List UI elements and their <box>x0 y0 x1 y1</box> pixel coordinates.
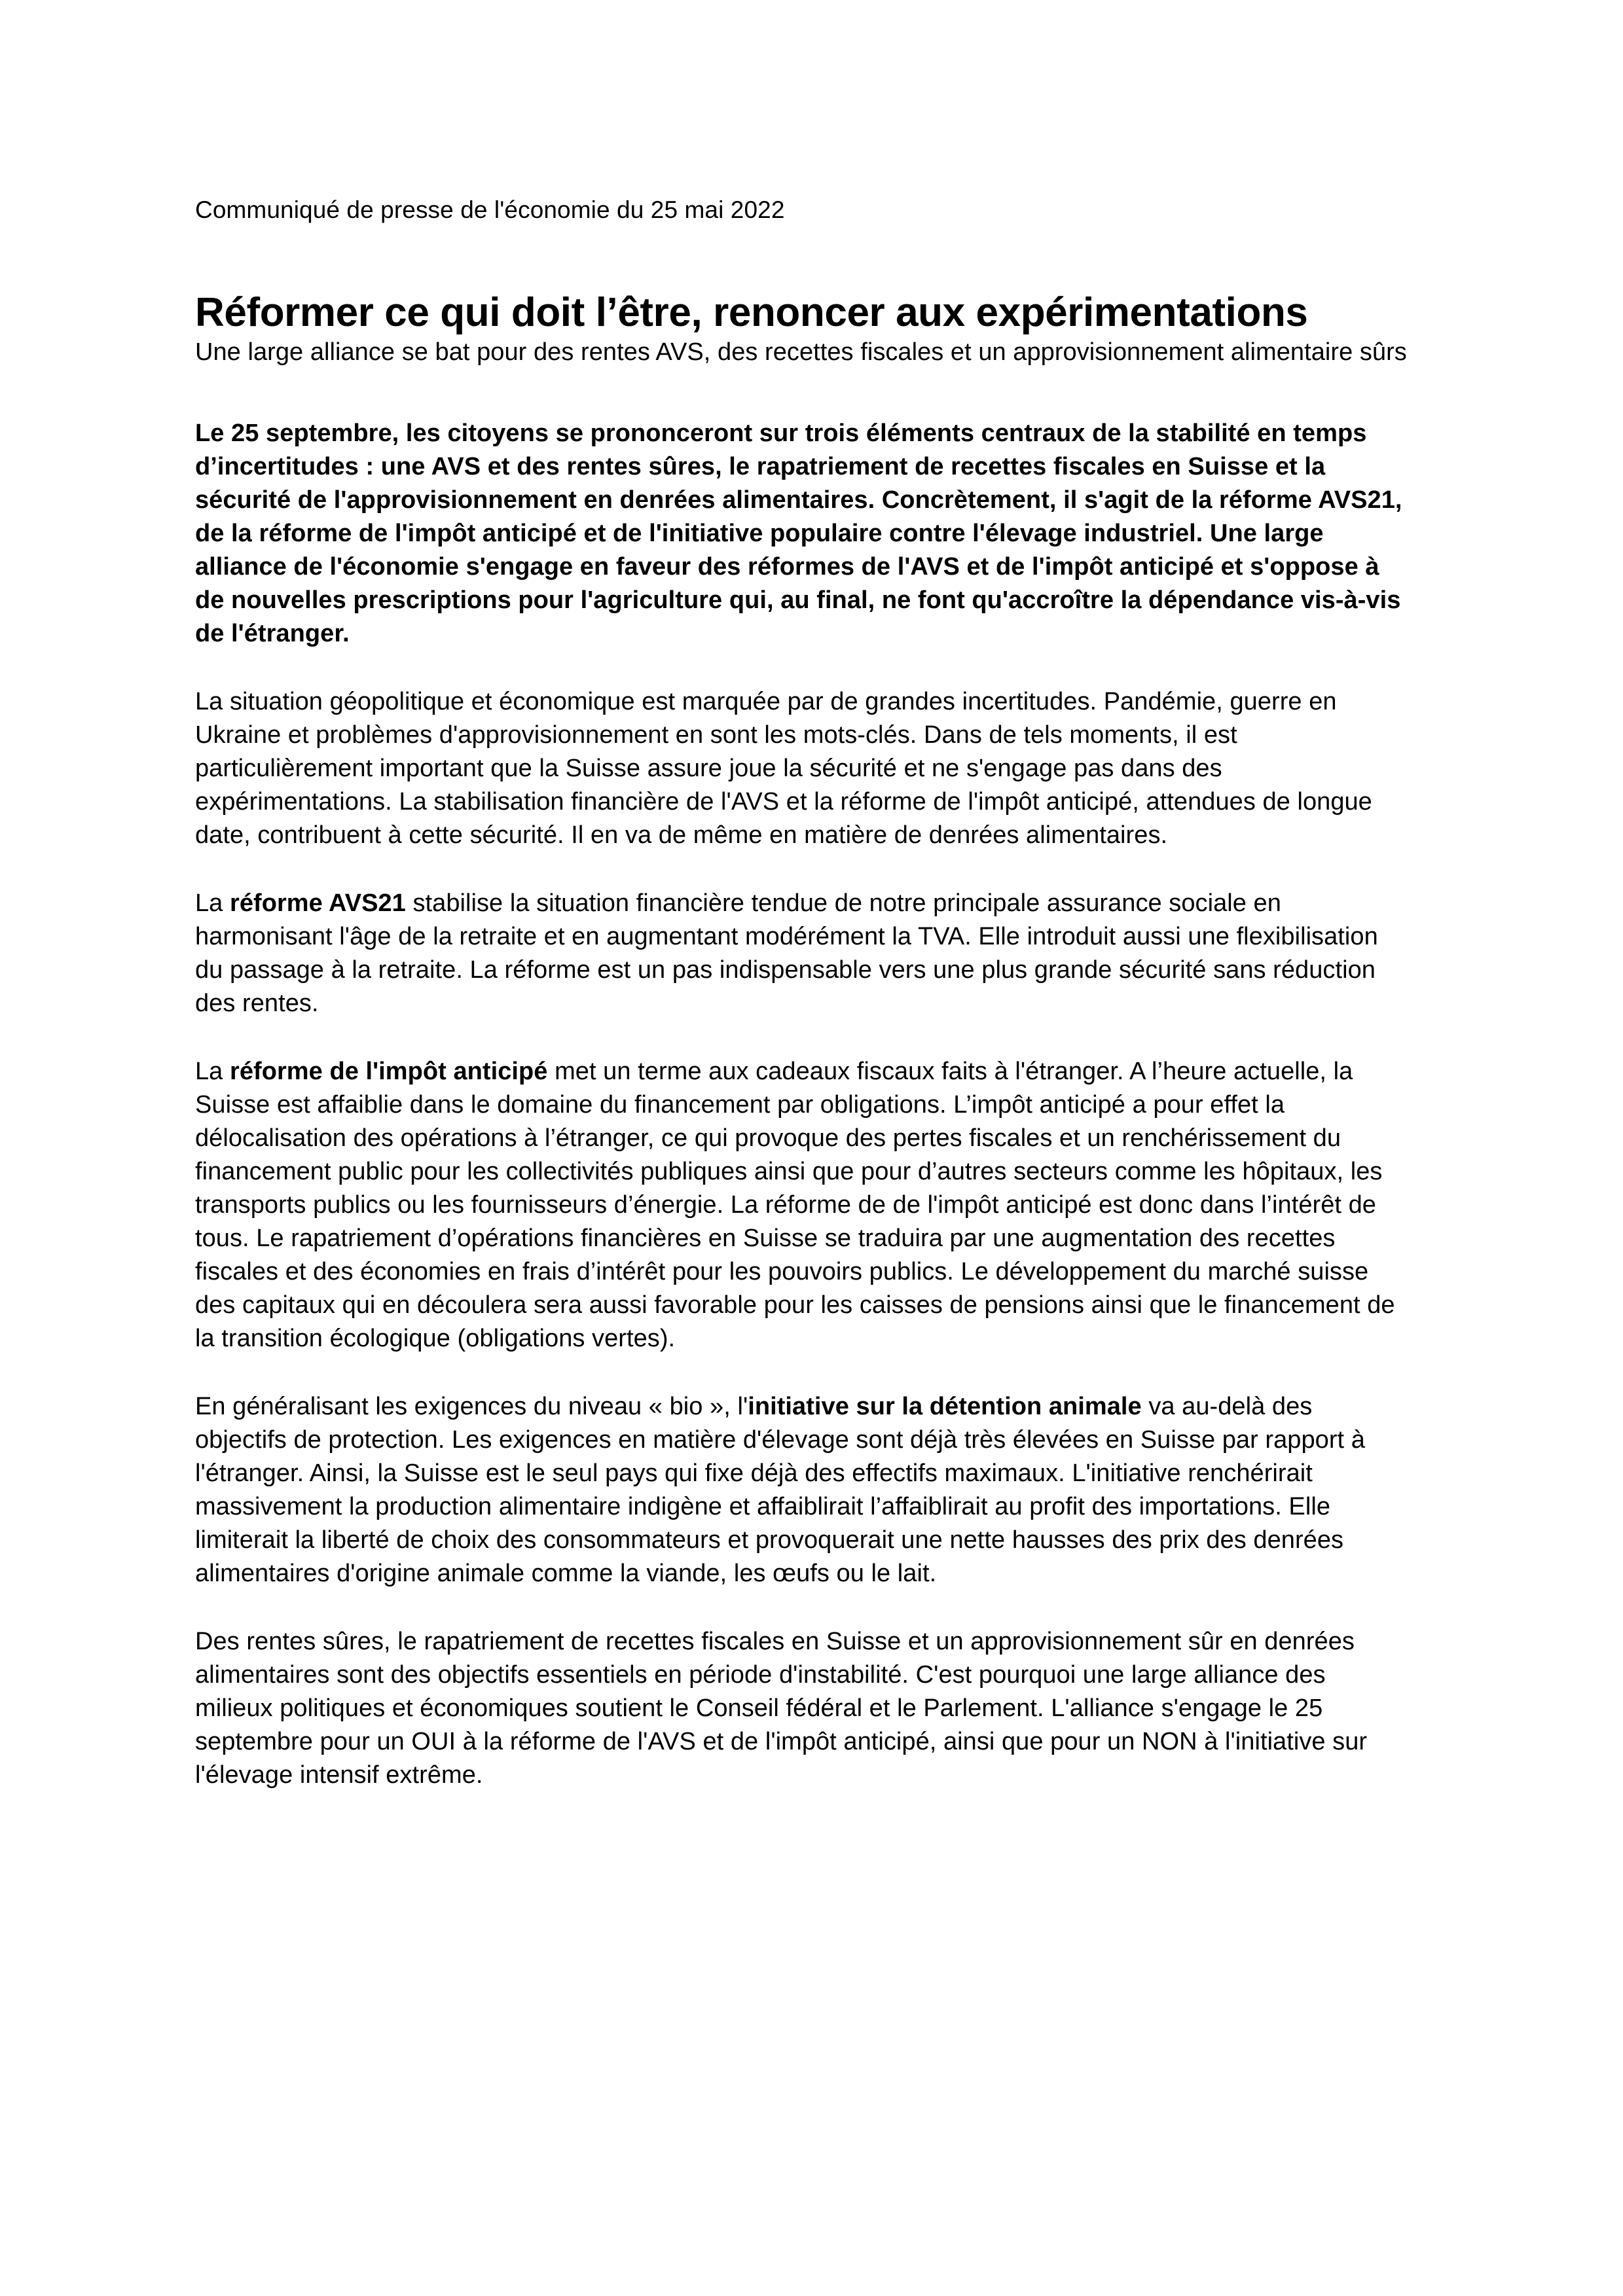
paragraph-text: stabilise la situation financière tendue de notre principale assurance sociale en harmonisant l'âge de la retraite et en augmentant modérément la TVA. Elle introduit aussi une flexibilisation du passage à la retraite. La réforme est un pas indispensable vers une plus grande sécurité sans réduction des rentes. <box>195 889 1378 1017</box>
title-block <box>195 291 1410 367</box>
body-paragraphs <box>195 685 1410 1792</box>
document-content <box>195 195 1410 1792</box>
emphasis-text: initiative sur la détention animale <box>748 1393 1142 1420</box>
paragraph-text: Des rentes sûres, le rapatriement de recettes fiscales en Suisse et un approvisionnement sûr en denrées alimentaires sont des objectifs essentiels en période d'instabilité. C'est pourquoi une large alliance des milieux politiques et économiques soutient le Conseil fédéral et le Parlement. L'alliance s'engage le 25 septembre pour un OUI à la réforme de l'AVS et de l'impôt anticipé, ainsi que pour un NON à l'initiative sur l'élevage intensif extrême. <box>195 1628 1368 1789</box>
paragraph-text: La <box>195 1058 230 1085</box>
dateline: Communiqué de presse de l'économie du 25 mai 2022 <box>195 196 785 223</box>
lead-paragraph: Le 25 septembre, les citoyens se prononceront sur trois éléments centraux de la stabilité en temps d’incertitudes : une AVS et des rentes sûres, le rapatriement de recettes fiscales en Suisse et la sécurité de l'approvisionnement en denrées alimentaires. Concrètement, il s'agit de la réforme AVS21, de la réforme de l'impôt anticipé et de l'initiative populaire contre l'élevage industriel. Une large alliance de l'économie s'engage en faveur des réformes de l'AVS et de l'impôt anticipé et s'oppose à de nouvelles prescriptions pour l'agriculture qui, au final, ne font qu'accroître la dépendance vis-à-vis de l'étranger. <box>195 420 1402 647</box>
paragraph-text: met un terme aux cadeaux fiscaux faits à l'étranger. A l’heure actuelle, la Suisse est affaiblie dans le domaine du financement par obligations. L’impôt anticipé a pour effet la délocalisation des opérations à l’étranger, ce qui provoque des pertes fiscales et un renchérissement du financement public pour les collectivités publiques ainsi que pour d’autres secteurs comme les hôpitaux, les transports publics ou les fournisseurs d’énergie. La réforme de de l'impôt anticipé est donc dans l’intérêt de tous. Le rapatriement d’opérations financières en Suisse se traduira par une augmentation des recettes fiscales et des économies en frais d’intérêt pour les pouvoirs publics. Le développement du marché suisse des capitaux qui en découlera sera aussi favorable pour les caisses de pensions ainsi que le financement de la transition écologique (obligations vertes). <box>195 1058 1395 1352</box>
body-paragraph <box>195 887 1410 1020</box>
emphasis-text: réforme AVS21 <box>229 889 406 917</box>
paragraph-text: La <box>195 889 230 917</box>
body-paragraph <box>195 685 1410 852</box>
paragraph-text: va au-delà des objectifs de protection. Les exigences en matière d'élevage sont déjà très élevées en Suisse par rapport à l'étranger. Ainsi, la Suisse est le seul pays qui fixe déjà des effectifs maximaux. L'initiative renchérirait massivement la production alimentaire indigène et affaiblirait l’affaiblirait au profit des importations. Elle limiterait la liberté de choix des consommateurs et provoquerait une nette hausses des prix des denrées alimentaires d'origine animale comme la viande, les œufs ou le lait. <box>195 1393 1365 1587</box>
body-paragraph <box>195 1390 1410 1590</box>
paragraph-text: La situation géopolitique et économique est marquée par de grandes incertitudes. Pandémie, guerre en Ukraine et problèmes d'approvisionnement en sont les mots-clés. Dans de tels moments, il est particulièrement important que la Suisse assure joue la sécurité et ne s'engage pas dans des expérimentations. La stabilisation financière de l'AVS et la réforme de l'impôt anticipé, attendues de longue date, contribuent à cette sécurité. Il en va de même en matière de denrées alimentaires. <box>195 688 1372 849</box>
page-subtitle: Une large alliance se bat pour des rentes AVS, des recettes fiscales et un approvisionnement alimentaire sûrs <box>195 338 1407 366</box>
body-paragraph <box>195 1625 1410 1792</box>
page-title: Réformer ce qui doit l’être, renoncer aux expérimentations <box>195 290 1308 335</box>
body-paragraph <box>195 1055 1410 1355</box>
paragraph-text: En généralisant les exigences du niveau « bio », l' <box>195 1393 748 1420</box>
emphasis-text: réforme de l'impôt anticipé <box>229 1058 548 1085</box>
